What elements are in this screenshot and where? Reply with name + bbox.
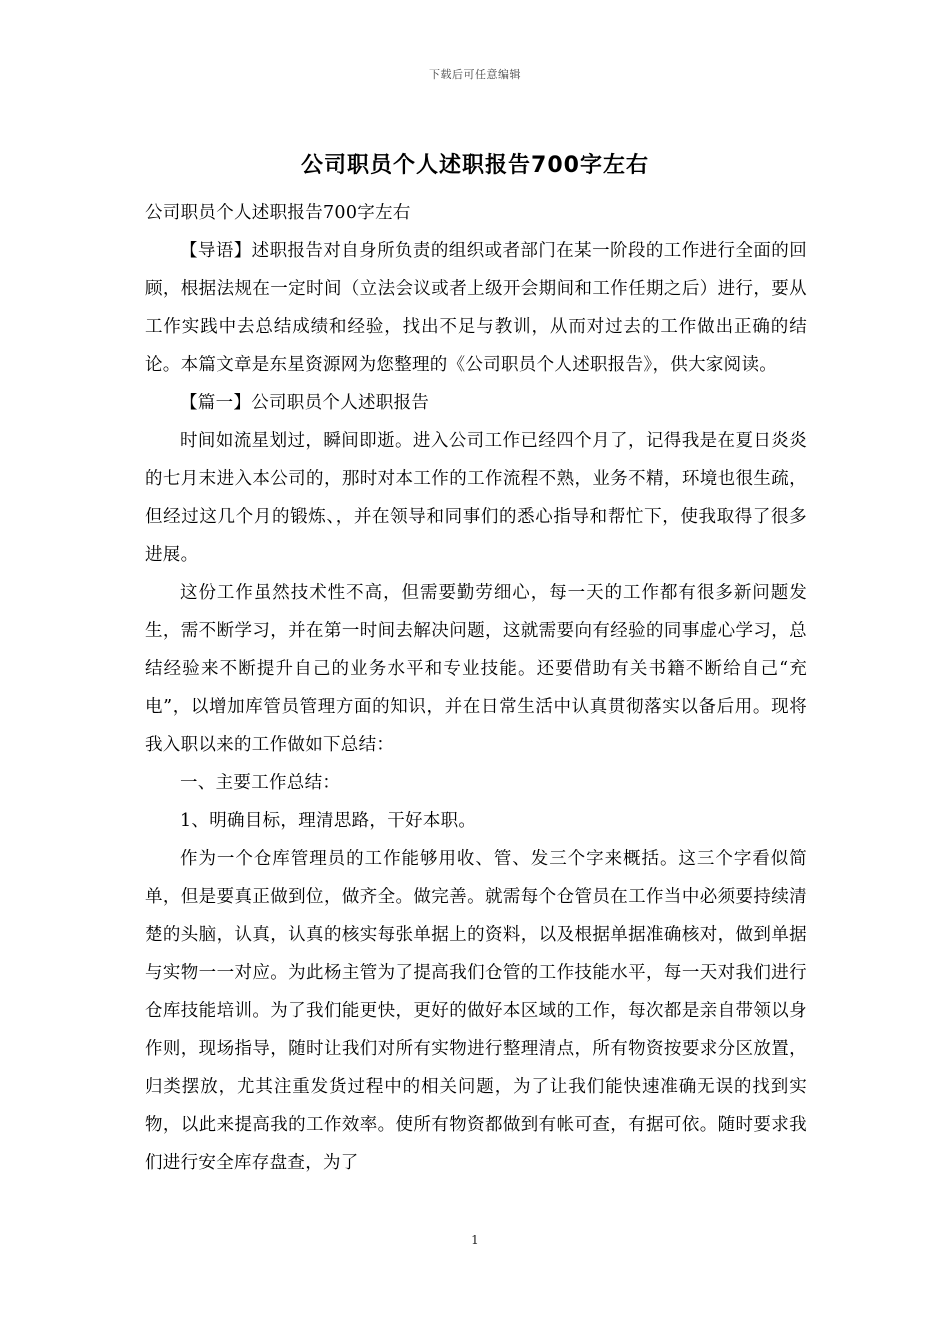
subtitle-paragraph: 公司职员个人述职报告700字左右 bbox=[145, 203, 411, 223]
subsection-heading: 一、主要工作总结： bbox=[180, 773, 341, 793]
body-paragraph: 这份工作虽然技术性不高，但需要勤劳细心，每一天的工作都有很多新问题发生，需不断学习，并在第一时间去解决问题，这就需要向有经验的同事虚心学习，总结经验来不断提升自己的业务水平和专业技能。还要借助有关书籍不断给自己“充电”，以增加库管员管理方面的知识，并在日常生活中认真贯彻落实以备后用。现将我入职以来的工作做如下总结： bbox=[145, 583, 807, 755]
page-number: 1 bbox=[471, 1233, 479, 1247]
document-body bbox=[145, 194, 807, 1182]
body-paragraph: 作为一个仓库管理员的工作能够用收、管、发三个字来概括。这三个字看似简单，但是要真正做到位，做齐全。做完善。就需每个仓管员在工作当中必须要持续清楚的头脑，认真，认真的核实每张单据上的资料，以及根据单据准确核对，做到单据与实物一一对应。为此杨主管为了提高我们仓管的工作技能水平，每一天对我们进行仓库技能培训。为了我们能更快，更好的做好本区域的工作，每次都是亲自带领以身作则，现场指导，随时让我们对所有实物进行整理清点，所有物资按要求分区放置，归类摆放，尤其注重发货过程中的相关问题，为了让我们能快速准确无误的找到实物，以此来提高我的工作效率。使所有物资都做到有帐可查，有据可依。随时要求我们进行安全库存盘查，为了 bbox=[145, 849, 807, 1173]
section-heading: 【篇一】公司职员个人述职报告 bbox=[180, 393, 430, 413]
body-paragraph: 时间如流星划过，瞬间即逝。进入公司工作已经四个月了，记得我是在夏日炎炎的七月末进入本公司的，那时对本工作的工作流程不熟，业务不精，环境也很生疏，但经过这几个月的锻炼、，并在领导和同事们的悉心指导和帮忙下，使我取得了很多进展。 bbox=[145, 431, 807, 565]
header-note: 下载后可任意编辑 bbox=[429, 68, 521, 81]
list-item-heading: 1、明确目标，理清思路，干好本职。 bbox=[180, 811, 477, 831]
intro-paragraph: 【导语】述职报告对自身所负责的组织或者部门在某一阶段的工作进行全面的回顾，根据法规在一定时间（立法会议或者上级开会期间和工作任期之后）进行，要从工作实践中去总结成绩和经验，找出不足与教训，从而对过去的工作做出正确的结论。本篇文章是东星资源网为您整理的《公司职员个人述职报告》，供大家阅读。 bbox=[145, 241, 807, 375]
document-title: 公司职员个人述职报告700字左右 bbox=[301, 153, 649, 178]
